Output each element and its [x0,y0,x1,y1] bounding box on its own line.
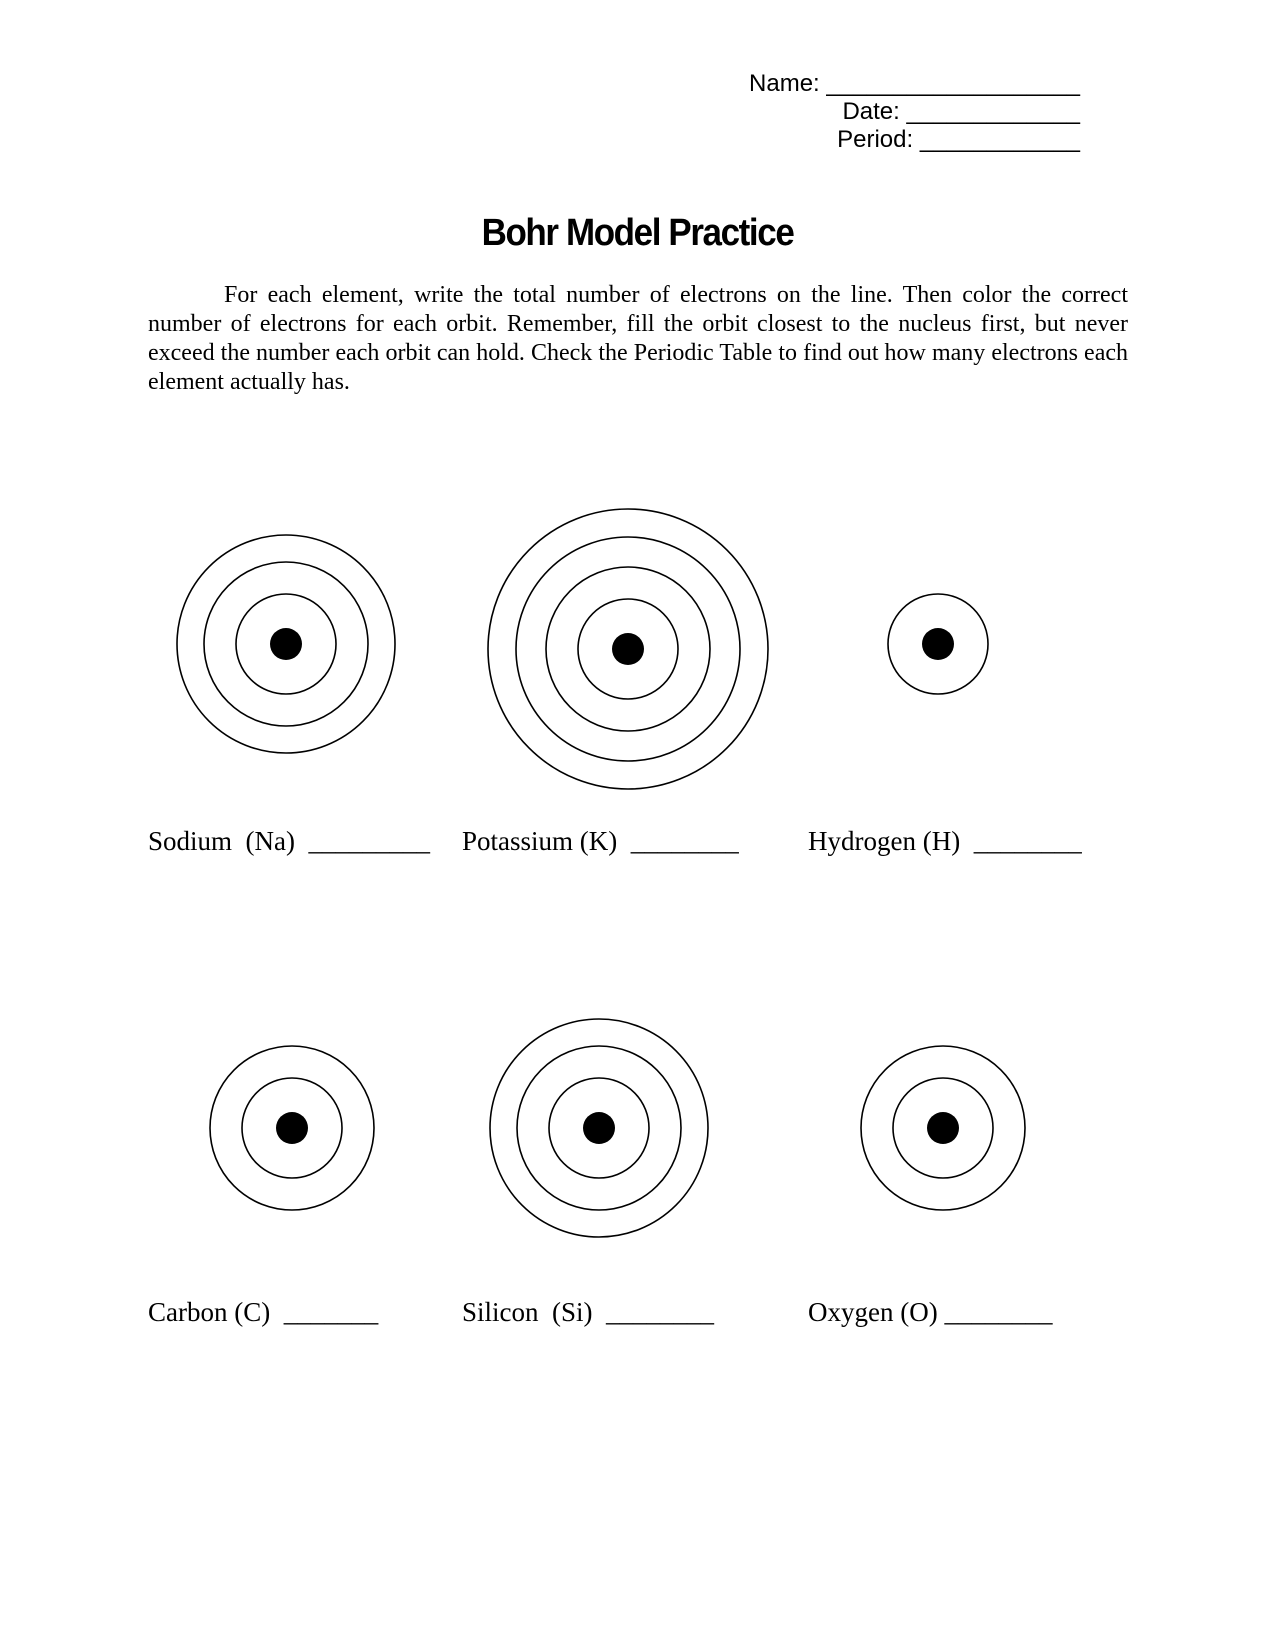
atom-carbon [210,1046,374,1210]
label-carbon[interactable]: Carbon (C) _______ [148,1297,379,1327]
atom-sodium [177,535,395,753]
label-sodium[interactable]: Sodium (Na) _________ [148,826,430,856]
atom-silicon [490,1019,708,1237]
atom-hydrogen [888,594,988,694]
period-field[interactable]: Period: ____________ [837,126,1080,153]
label-oxygen[interactable]: Oxygen (O) ________ [808,1297,1053,1327]
nucleus [583,1112,615,1144]
date-field[interactable]: Date: _____________ [842,98,1080,125]
atom-oxygen [861,1046,1025,1210]
atom-potassium [488,509,768,789]
label-silicon[interactable]: Silicon (Si) ________ [462,1297,715,1327]
nucleus [927,1112,959,1144]
instructions-paragraph: For each element, write the total number of electrons on the line. Then color the correct number of electrons for each orbit. Remember, fill the orbit closest to the nucleus first, but never exceed the number each orbit can hold. Check the Periodic Table to find out how many electrons each element actually has. [148,282,1128,395]
name-field[interactable]: Name: ___________________ [749,70,1080,97]
nucleus [922,628,954,660]
label-hydrogen[interactable]: Hydrogen (H) ________ [808,826,1082,856]
nucleus [270,628,302,660]
label-potassium[interactable]: Potassium (K) ________ [462,826,739,856]
page-title: Bohr Model Practice [481,212,794,254]
nucleus [276,1112,308,1144]
nucleus [612,633,644,665]
